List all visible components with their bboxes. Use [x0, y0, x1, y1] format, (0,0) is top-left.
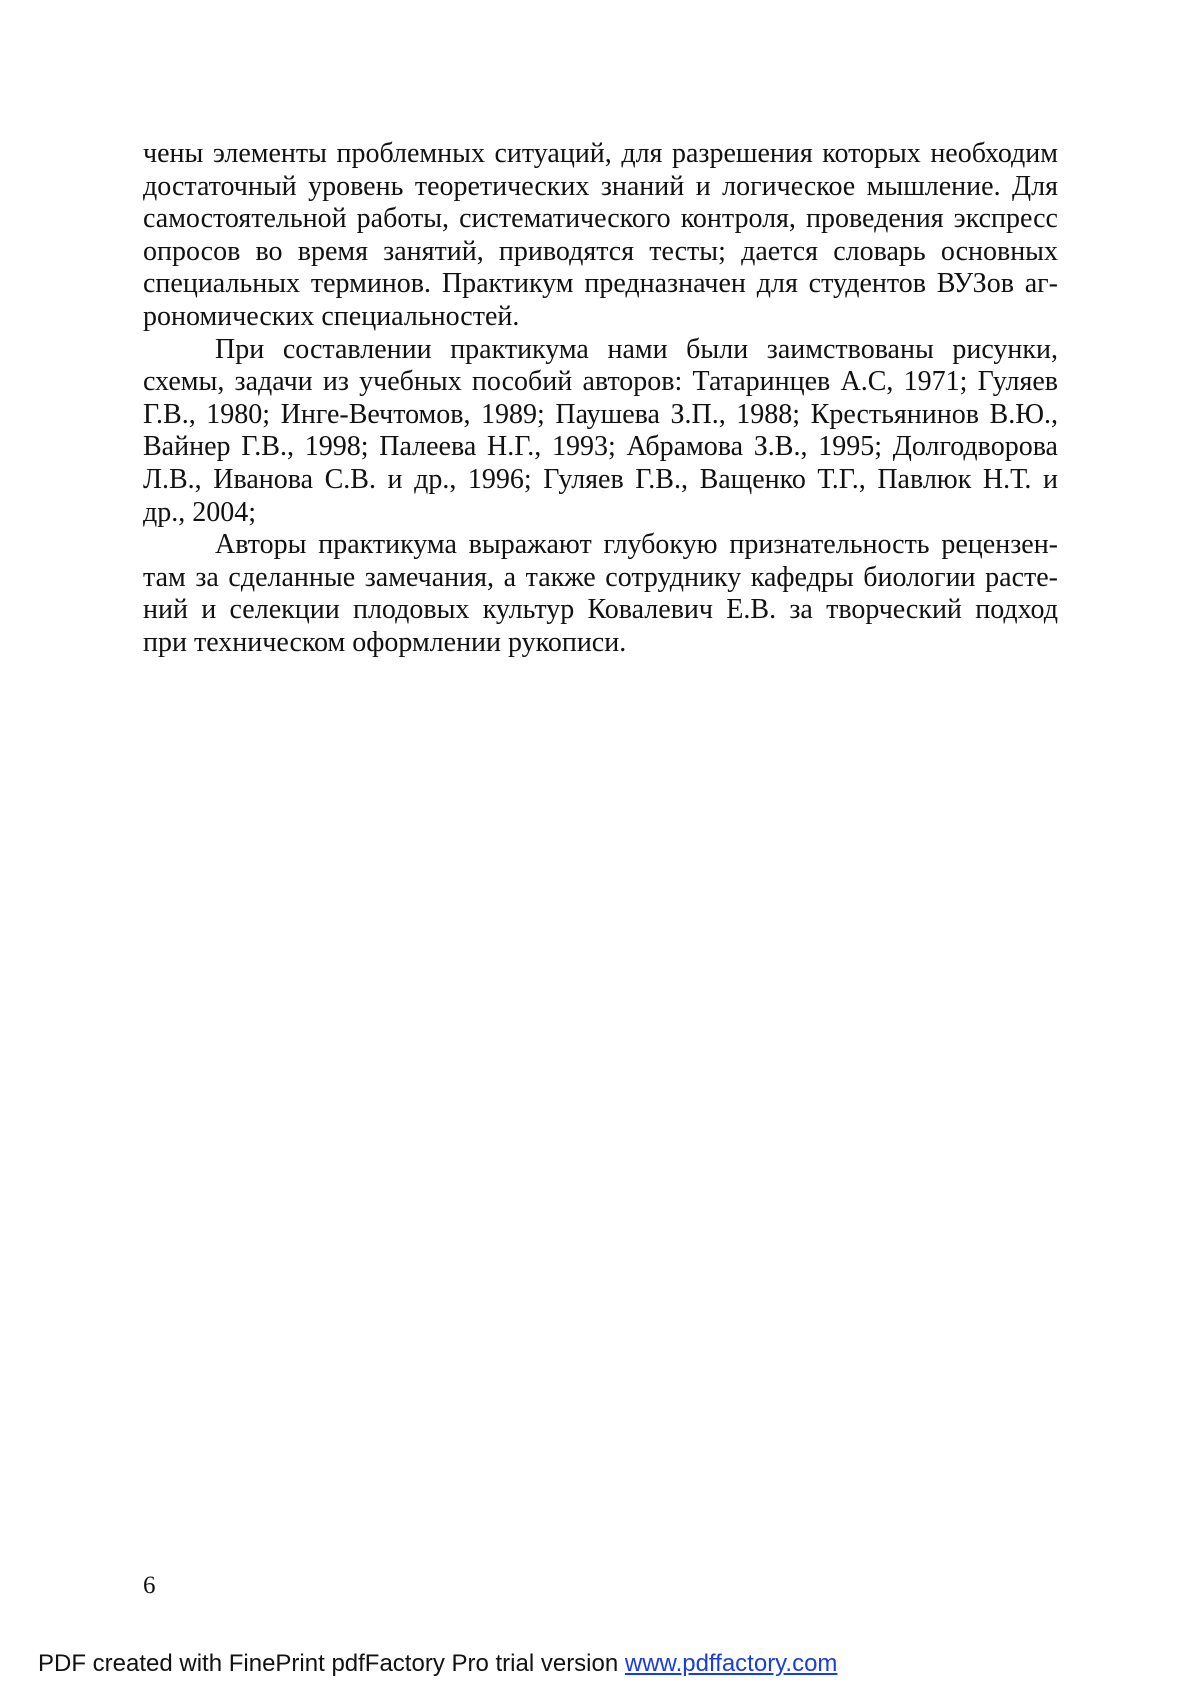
text-line: Л.В., Иванова С.В. и др., 1996; Гуляев Г.В., Ващенко Т.Г., Павлюк Н.Т. и — [143, 463, 1058, 495]
text-line: Г.В., 1980; Инге-Вечтомов, 1989; Паушева З.П., 1988; Крестьянинов В.Ю., — [143, 398, 1058, 430]
text-line: Авторы практикума выражают глубокую признательность рецензен- — [215, 529, 1058, 561]
text-line: При составлении практикума нами были заимствованы рисунки, — [215, 333, 1058, 365]
text-line: др., 2004; — [143, 496, 257, 528]
text-line: самостоятельной работы, систематического контроля, проведения экспресс — [143, 203, 1058, 235]
footer-link[interactable]: www.pdffactory.com — [624, 1650, 838, 1677]
text-line: специальных терминов. Практикум предназначен для студентов ВУЗов аг- — [143, 268, 1058, 300]
text-line: там за сделанные замечания, а также сотруднику кафедры биологии расте- — [143, 561, 1058, 593]
text-line: чены элементы проблемных ситуаций, для разрешения которых необходим — [143, 138, 1058, 169]
text-line: достаточный уровень теоретических знаний и логическое мышление. Для — [143, 170, 1058, 202]
text-line: схемы, задачи из учебных пособий авторов: Татаринцев А.С, 1971; Гуляев — [143, 366, 1058, 398]
footer-text: PDF created with FinePrint pdfFactory Pro trial version — [38, 1650, 619, 1677]
page-number: 6 — [143, 1572, 156, 1599]
text-line: Вайнер Г.В., 1998; Палеева Н.Г., 1993; Абрамова З.В., 1995; Долгодворова — [143, 431, 1058, 463]
text-line: опросов во время занятий, приводятся тесты; дается словарь основных — [143, 235, 1058, 267]
body-text — [143, 138, 1058, 660]
paragraph-2 — [143, 334, 1058, 530]
paragraph-3 — [143, 529, 1058, 659]
text-line: рономических специальностей. — [143, 300, 520, 332]
paragraph-1 — [143, 138, 1058, 334]
pdf-footer — [38, 1650, 837, 1678]
text-line: ний и селекции плодовых культур Ковалевич Е.В. за творческий подход — [143, 594, 1058, 626]
text-line: при техническом оформлении рукописи. — [143, 626, 627, 658]
